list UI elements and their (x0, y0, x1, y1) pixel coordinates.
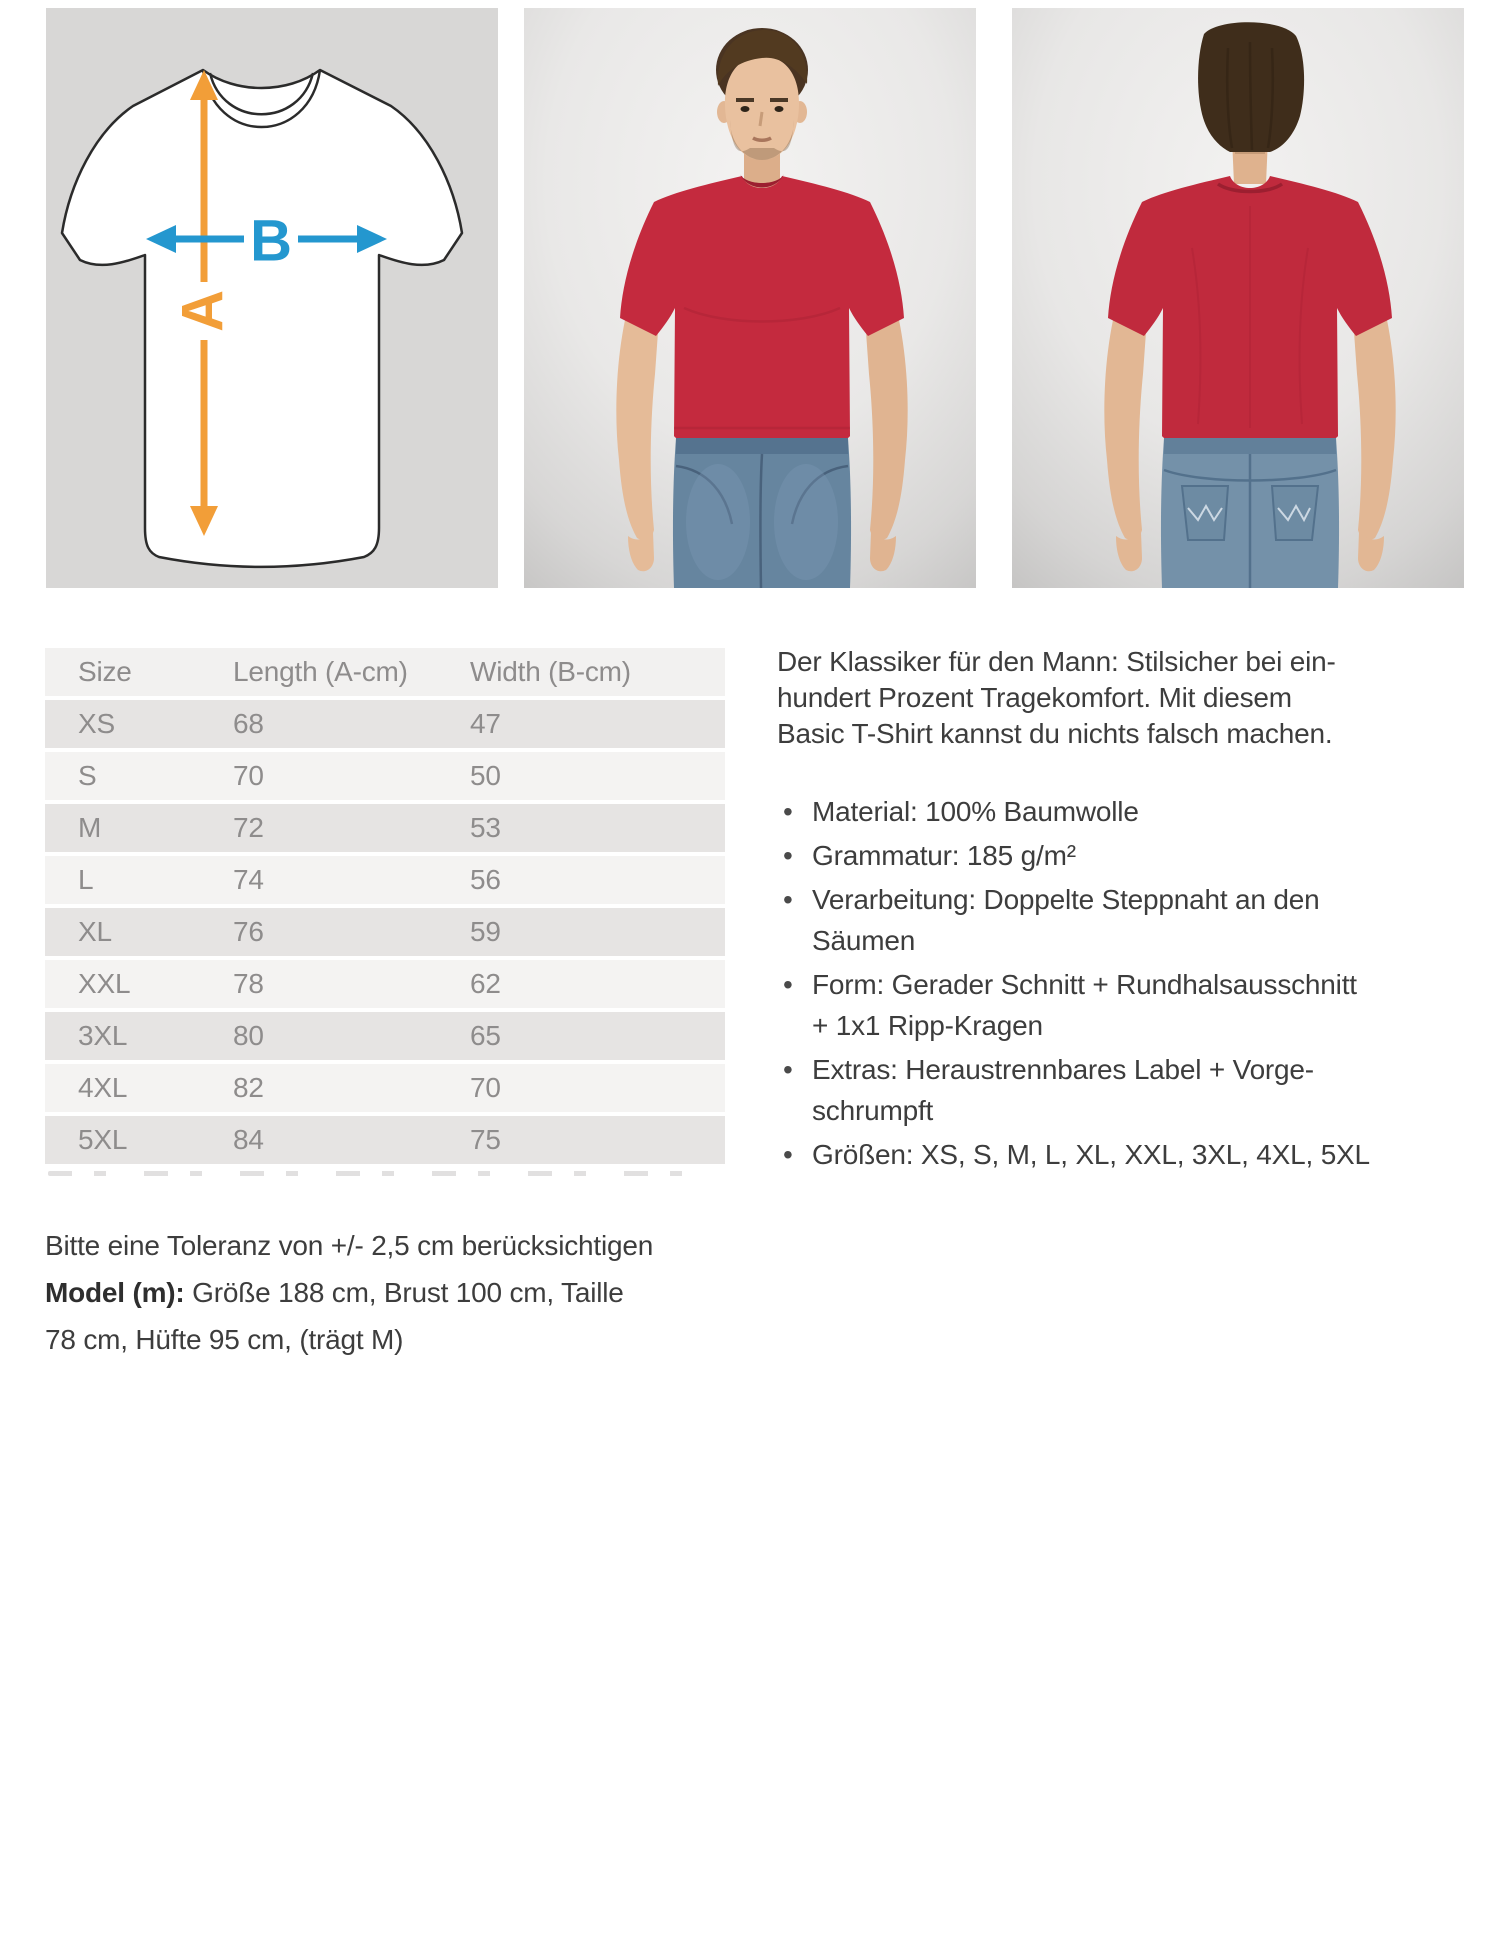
model-photo-front (524, 8, 976, 588)
model-info-line2: 78 cm, Hüfte 95 cm, (trägt M) (45, 1324, 404, 1355)
feature-line: • Extras: Heraustrennbares Label + Vorge- (812, 1054, 1314, 1085)
feature-line: • Form: Gerader Schnitt + Rundhalsausschnitt (812, 969, 1357, 1000)
size-measurement-diagram (46, 8, 498, 588)
feature-line: • Material: 100% Baumwolle (812, 796, 1139, 827)
size-table-header (45, 648, 725, 696)
intro-line: hundert Prozent Tragekomfort. Mit diesem (777, 682, 1292, 713)
width-cell: 56 (470, 864, 501, 895)
length-cell: 72 (233, 812, 264, 843)
width-label: B (250, 208, 292, 274)
feature-lines (812, 1049, 1437, 1131)
tolerance-note: Bitte eine Toleranz von +/- 2,5 cm berücksichtigen (45, 1230, 654, 1261)
length-label: A (170, 290, 236, 332)
feature-lines (812, 1134, 1437, 1175)
table-row (45, 700, 725, 748)
col-header-size: Size (78, 656, 132, 687)
size-cell: 5XL (78, 1124, 128, 1155)
measurement-notes (45, 1222, 765, 1363)
table-row (45, 1116, 725, 1164)
size-cell: XL (78, 916, 112, 947)
width-cell: 70 (470, 1072, 501, 1103)
size-cell: M (78, 812, 102, 843)
intro-line: Der Klassiker für den Mann: Stilsicher bei ein- (777, 646, 1336, 677)
width-cell: 62 (470, 968, 501, 999)
model-info-line1 (45, 1269, 765, 1316)
size-cell: XS (78, 708, 115, 739)
model-photo-back (1012, 8, 1464, 588)
feature-line: • Verarbeitung: Doppelte Steppnaht an den (812, 884, 1320, 915)
feature-list (777, 791, 1437, 1175)
table-row (45, 1012, 725, 1060)
width-cell: 47 (470, 708, 501, 739)
width-cell: 53 (470, 812, 501, 843)
feature-line: + 1x1 Ripp-Kragen (812, 1010, 1043, 1041)
feature-item (777, 879, 1437, 961)
length-cell: 82 (233, 1072, 264, 1103)
col-header-length: Length (A-cm) (233, 656, 408, 687)
size-table (45, 648, 725, 1164)
feature-line: Säumen (812, 925, 916, 956)
length-cell: 74 (233, 864, 264, 895)
tshirt-outline (62, 70, 462, 567)
table-row (45, 804, 725, 852)
feature-lines (812, 791, 1437, 832)
model-back-illustration (1012, 8, 1464, 588)
feature-item (777, 1134, 1437, 1175)
width-cell: 59 (470, 916, 501, 947)
feature-lines (812, 835, 1437, 876)
length-cell: 78 (233, 968, 264, 999)
feature-item (777, 791, 1437, 832)
size-cell: 3XL (78, 1020, 128, 1051)
size-cell: L (78, 864, 94, 895)
feature-item (777, 1049, 1437, 1131)
length-cell: 84 (233, 1124, 264, 1155)
model-measurements: Größe 188 cm, Brust 100 cm, Taille (192, 1277, 624, 1308)
width-cell: 50 (470, 760, 501, 791)
table-row (45, 1064, 725, 1112)
table-row (45, 960, 725, 1008)
table-row (45, 856, 725, 904)
description-intro (777, 644, 1437, 752)
size-table-body (45, 700, 725, 1164)
tshirt-measurement-illustration (46, 8, 498, 588)
size-cell: S (78, 760, 97, 791)
feature-lines (812, 964, 1437, 1046)
feature-line: • Grammatur: 185 g/m² (812, 840, 1076, 871)
feature-line: schrumpft (812, 1095, 934, 1126)
length-cell: 68 (233, 708, 264, 739)
col-header-width: Width (B-cm) (470, 656, 631, 687)
length-cell: 76 (233, 916, 264, 947)
model-label: Model (m): (45, 1277, 185, 1308)
model-front-illustration (524, 8, 976, 588)
intro-line: Basic T-Shirt kannst du nichts falsch machen. (777, 718, 1333, 749)
clipped-next-row (48, 1171, 720, 1176)
length-cell: 70 (233, 760, 264, 791)
width-cell: 65 (470, 1020, 501, 1051)
table-row (45, 752, 725, 800)
feature-lines (812, 879, 1437, 961)
feature-line: • Größen: XS, S, M, L, XL, XXL, 3XL, 4XL, 5XL (812, 1139, 1370, 1170)
size-cell: 4XL (78, 1072, 128, 1103)
feature-item (777, 835, 1437, 876)
width-cell: 75 (470, 1124, 501, 1155)
size-cell: XXL (78, 968, 131, 999)
table-row (45, 908, 725, 956)
feature-item (777, 964, 1437, 1046)
product-description (777, 644, 1437, 1178)
length-cell: 80 (233, 1020, 264, 1051)
